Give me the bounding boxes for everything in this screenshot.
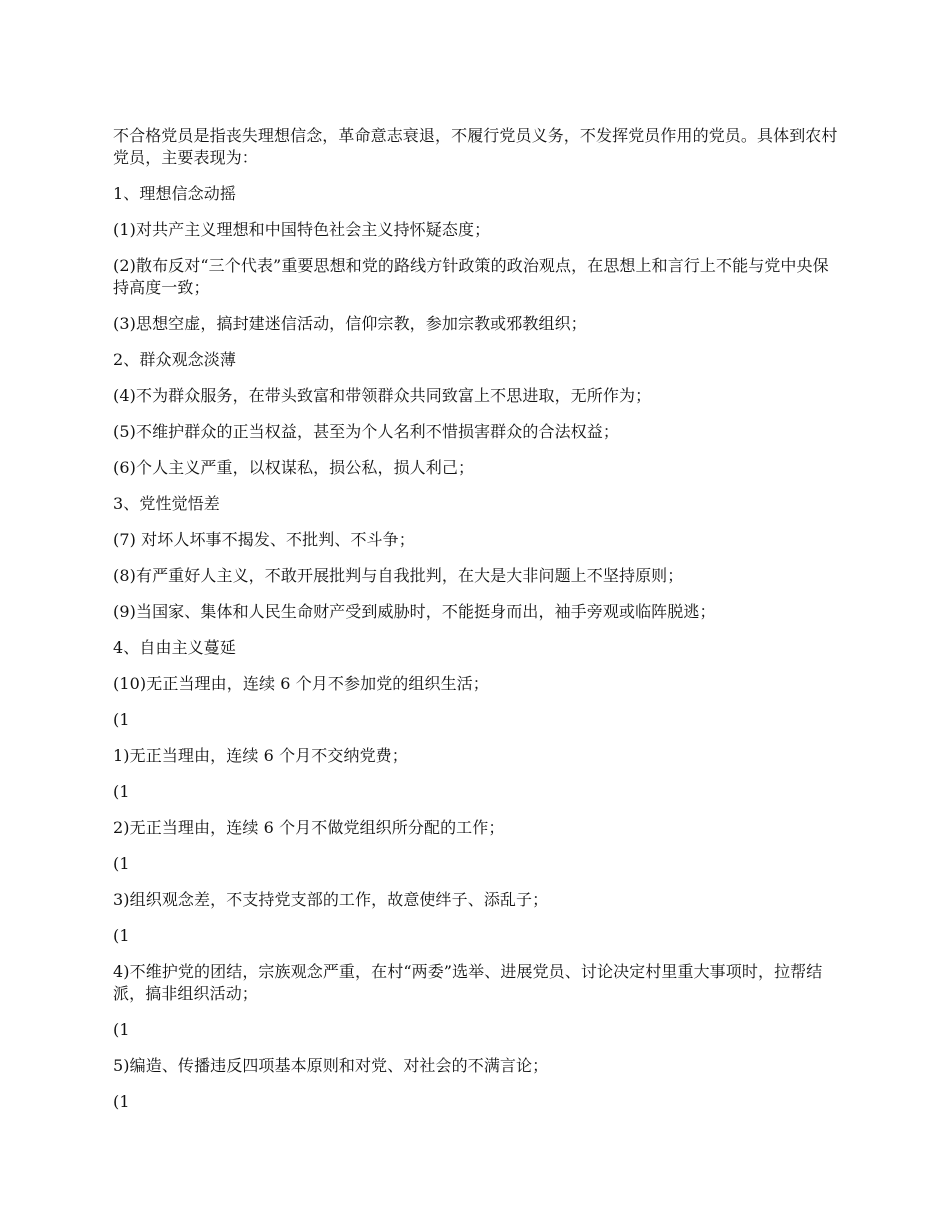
list-item-6: (6)个人主义严重，以权谋私，损公私，损人利己； bbox=[113, 458, 475, 477]
list-item-fragment: (1 bbox=[113, 854, 130, 873]
section-heading-2: 2、群众观念淡薄 bbox=[113, 350, 236, 369]
list-item-fragment: (1 bbox=[113, 926, 130, 945]
section-heading-1: 1、理想信念动摇 bbox=[113, 184, 236, 203]
list-item-fragment: (1 bbox=[113, 782, 130, 801]
list-item-3: (3)思想空虚，搞封建迷信活动，信仰宗教，参加宗教或邪教组织； bbox=[113, 314, 587, 333]
list-item-10: (10)无正当理由，连续 6 个月不参加党的组织生活； bbox=[113, 674, 489, 693]
list-item-1: (1)对共产主义理想和中国特色社会主义持怀疑态度； bbox=[113, 220, 491, 239]
list-item-13: 3)组织观念差，不支持党支部的工作，故意使绊子、添乱子； bbox=[113, 890, 549, 909]
list-item-8: (8)有严重好人主义，不敢开展批判与自我批判，在大是大非问题上不坚持原则； bbox=[113, 566, 684, 585]
intro-paragraph: 不合格党员是指丧失理想信念，革命意志衰退，不履行党员义务，不发挥党员作用的党员。具体到农村党员，主要表现为： bbox=[113, 126, 838, 167]
list-item-4: (4)不为群众服务，在带头致富和带领群众共同致富上不思进取，无所作为； bbox=[113, 386, 652, 405]
document-body bbox=[113, 125, 838, 1127]
list-item-fragment: (1 bbox=[113, 1092, 130, 1111]
list-item-12: 2)无正当理由，连续 6 个月不做党组织所分配的工作； bbox=[113, 818, 505, 837]
list-item-14: 4)不维护党的团结，宗族观念严重，在村“两委”选举、进展党员、讨论决定村里重大事项时，拉帮结派，搞非组织活动； bbox=[113, 962, 823, 1003]
section-heading-4: 4、自由主义蔓延 bbox=[113, 638, 236, 657]
list-item-11: 1)无正当理由，连续 6 个月不交纳党费； bbox=[113, 746, 408, 765]
section-heading-3: 3、党性觉悟差 bbox=[113, 494, 220, 513]
list-item-fragment: (1 bbox=[113, 1020, 130, 1039]
list-item-9: (9)当国家、集体和人民生命财产受到威胁时，不能挺身而出，袖手旁观或临阵脱逃； bbox=[113, 602, 716, 621]
list-item-5: (5)不维护群众的正当权益，甚至为个人名利不惜损害群众的合法权益； bbox=[113, 422, 619, 441]
list-item-fragment: (1 bbox=[113, 710, 130, 729]
list-item-15: 5)编造、传播违反四项基本原则和对党、对社会的不满言论； bbox=[113, 1056, 549, 1075]
list-item-7: (7) 对坏人坏事不揭发、不批判、不斗争； bbox=[113, 530, 415, 549]
list-item-2: (2)散布反对“三个代表”重要思想和党的路线方针政策的政治观点，在思想上和言行上不能与党中央保持高度一致； bbox=[113, 256, 829, 297]
